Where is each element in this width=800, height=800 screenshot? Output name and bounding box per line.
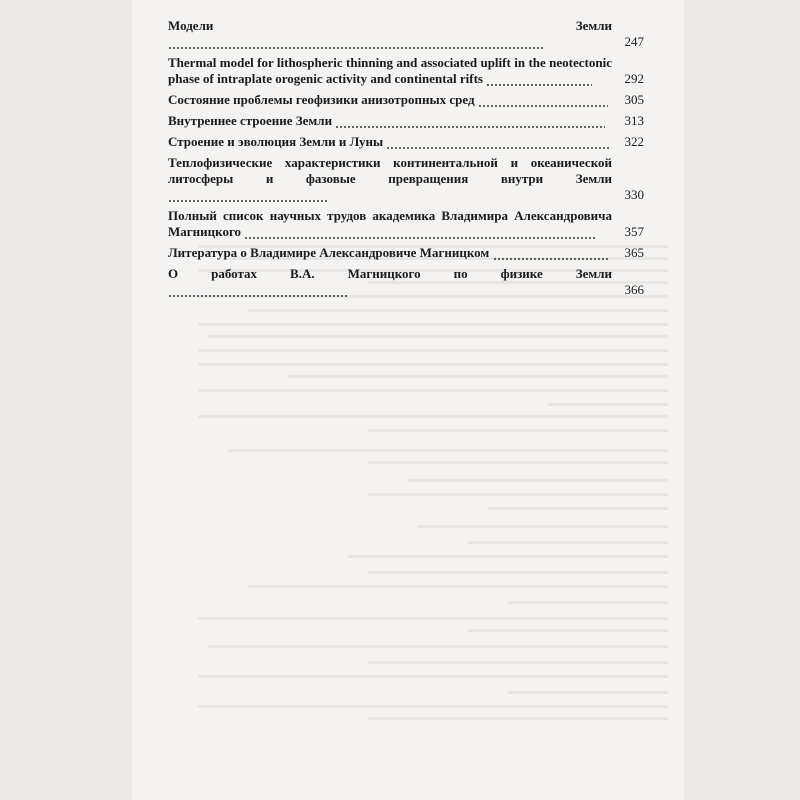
toc-entry xyxy=(168,55,644,87)
dot-leader xyxy=(168,36,544,50)
toc-entry xyxy=(168,266,644,298)
dot-leader xyxy=(486,73,592,87)
toc-entry-title: Thermal model for lithospheric thinning and associated uplift in the neotectonic phase of intraplate orogenic activity and continental rifts xyxy=(168,55,612,86)
toc-entry-title: Теплофизические характеристики континентальной и океанической литосферы и фазовые превращения внутри Земли xyxy=(168,155,612,186)
dot-leader xyxy=(386,136,610,150)
dot-leader xyxy=(168,284,348,298)
toc-entry-page: 365 xyxy=(624,245,644,260)
toc-entry-page: 292 xyxy=(624,71,644,86)
dot-leader xyxy=(478,94,608,108)
toc-entry xyxy=(168,92,644,108)
toc-entry-title: Внутреннее строение Земли xyxy=(168,113,333,128)
toc-entry-page: 313 xyxy=(624,113,644,128)
toc-entry-page: 357 xyxy=(624,224,644,239)
toc-entry xyxy=(168,155,644,203)
toc-entry-title: О работах В.А. Магницкого по физике Земли xyxy=(168,266,612,281)
dot-leader xyxy=(168,189,328,203)
dot-leader xyxy=(493,247,609,261)
toc-entry-title: Литература о Владимире Александровиче Магницком xyxy=(168,245,490,260)
toc-entry-page: 322 xyxy=(624,134,644,149)
toc-entry xyxy=(168,18,644,50)
toc-entry-title: Строение и эволюция Земли и Луны xyxy=(168,134,384,149)
toc-entry-page: 247 xyxy=(624,34,644,49)
toc-entry xyxy=(168,113,644,129)
toc-entry-title: Состояние проблемы геофизики анизотропных сред xyxy=(168,92,475,107)
table-of-contents xyxy=(168,18,644,303)
toc-entry xyxy=(168,245,644,261)
dot-leader xyxy=(244,226,596,240)
toc-entry-page: 305 xyxy=(624,92,644,107)
toc-entry xyxy=(168,134,644,150)
toc-entry-page: 330 xyxy=(624,187,644,202)
toc-entry-title: Модели Земли xyxy=(168,18,612,33)
toc-entry-page: 366 xyxy=(624,282,644,297)
dot-leader xyxy=(335,115,605,129)
toc-entry-title: Полный список научных трудов академика Владимира Александровича Магницкого xyxy=(168,208,612,239)
toc-entry xyxy=(168,208,644,240)
